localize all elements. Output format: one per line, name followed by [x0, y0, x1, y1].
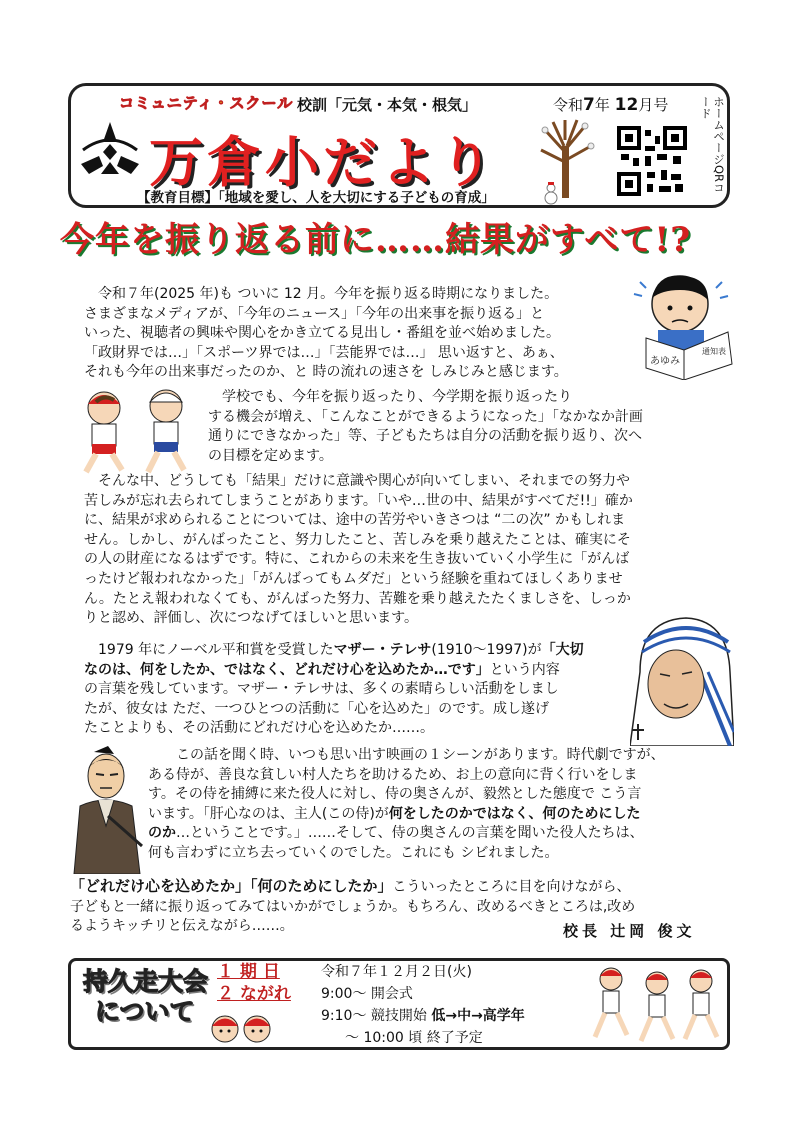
issue-date: 令和7年 12月号 [553, 95, 669, 115]
running-children-illustration [68, 384, 200, 476]
winter-tree-icon [533, 116, 597, 206]
paragraph-intro: 令和７年(2025 年)も ついに 12 月。今年を振り返る時期になりました。 さまざまなメディアが、「今年のニュース」「今年の出来事を振り返る」と いった、視聴者の興味や関心をかき立てる見出し・番組を並べ始めました。 「政財界では…」「スポーツ界では…」「芸能界では…」 思い返すと、あぁ、 それも今年の出来事だったのか、と 時の流れの速さを しみじみと感じます。 [84, 286, 568, 381]
school-motto: 校訓「元気・本気・根気」 [297, 96, 478, 114]
svg-text:あゆみ: あゆみ [650, 356, 680, 367]
endurance-run-notice [68, 958, 730, 1050]
education-goal: 【教育目標】「地域を愛し、人を大切にする子どもの育成」 [137, 190, 495, 206]
event-date-value: 令和７年１２月２日(火) [321, 964, 472, 980]
paragraph-school-reflection: 学校でも、今年を振り返ったり、今学期を振り返ったり する機会が増え、「こんなことができるようになった」「なかなか計画 通りにできなかった」等、子どもたちは自分の活動を振り返り、次へ の目標を定めます。 [208, 389, 643, 464]
community-school-label: コミュニティ・スクール [119, 94, 294, 112]
children-faces-icon [209, 1011, 273, 1047]
event-date-label: １ 期 日 [217, 962, 280, 982]
newsletter-header [68, 83, 730, 208]
qr-code-label: ホームページQRコード [699, 96, 726, 194]
newsletter-title: 万倉小だより [149, 130, 497, 194]
article-headline: 今年を振り返る前に……結果がすべて!? [60, 220, 692, 260]
event-labels [217, 961, 291, 1005]
samurai-illustration [68, 746, 144, 874]
paragraph-mother-teresa: 1979 年にノーベル平和賞を受賞したマザー・テレサ(1910～1997)が「大切 なのは、何をしたか、ではなく、どれだけ心を込めたか…です」という内容 の言葉を残しています。マザー・テレサは、多くの素晴らしい活動をしまし たが、彼女は ただ、一つひとつの活動に「心を込めた」のです。成し遂げ たことよりも、その活動にどれだけ心を込めたか……。 [84, 642, 584, 737]
runners-illustration [587, 963, 727, 1047]
event-details: 令和７年１２月２日(火) 9:00～ 開会式 9:10～ 競技開始 低→中→高学年 ～ 10:00 頃 終了予定 [321, 961, 525, 1049]
school-crest-icon [79, 120, 141, 180]
qr-code-icon [617, 126, 687, 196]
paragraph-samurai-story: この話を聞く時、いつも思い出す映画の１シーンがあります。時代劇ですが、 ある侍が、善良な貧しい村人たちを助けるため、お上の意向に背く行いをしま す。その侍を捕縛に来た役人に対し、侍の奥さんが、毅然とした態度で こう言 います。「肝心なのは、主人(この侍)が何をしたのかではなく、何のためにした のか…ということです。」……そして、侍の奥さんの言葉を聞いた役人たちは、 何も言わずに立ち去っていくのでした。これにも シビれました。 [148, 747, 665, 861]
paragraph-conclusion: 「どれだけ心を込めたか」「何のためにしたか」こういったところに目を向けながら、 子どもと一緒に振り返ってみてはいかがでしょうか。もちろん、改めるべきところは,改め るようキッチリと伝えながら……。 [70, 877, 636, 935]
boy-reading-report-illustration [628, 268, 740, 380]
svg-text:通知表: 通知表 [702, 347, 726, 356]
paragraph-results: そんな中、どうしても「結果」だけに意識や関心が向いてしまい、それまでの努力や 苦しみが忘れ去られてしまうことがあります。「いや…世の中、結果がすべてだ!!」確か に、結果が求められることについては、途中の苦労やいきさつは “二の次” かもしれま せん。しかし、がんばったこと、努力したこと、苦しみを乗り越えたことは、確実にそ の人の財産になるはずです。特に、これからの未来を生き抜いていく小学生に「がんば ったけど報われなかった」「がんばってもムダだ」という経験を重ねてほしくありませ ん。たとえ報われなくても、がんばった努力、苦難を乗り越えたたくましさを、しっか りと認め、評価し、次につなげてほしいと思います。 [84, 473, 633, 627]
mother-teresa-illustration [630, 612, 734, 746]
event-title: 持久走大会 について [83, 967, 209, 1026]
event-flow-label: ２ ながれ [217, 984, 291, 1004]
principal-signature: 校長 辻岡 俊文 [563, 922, 696, 940]
